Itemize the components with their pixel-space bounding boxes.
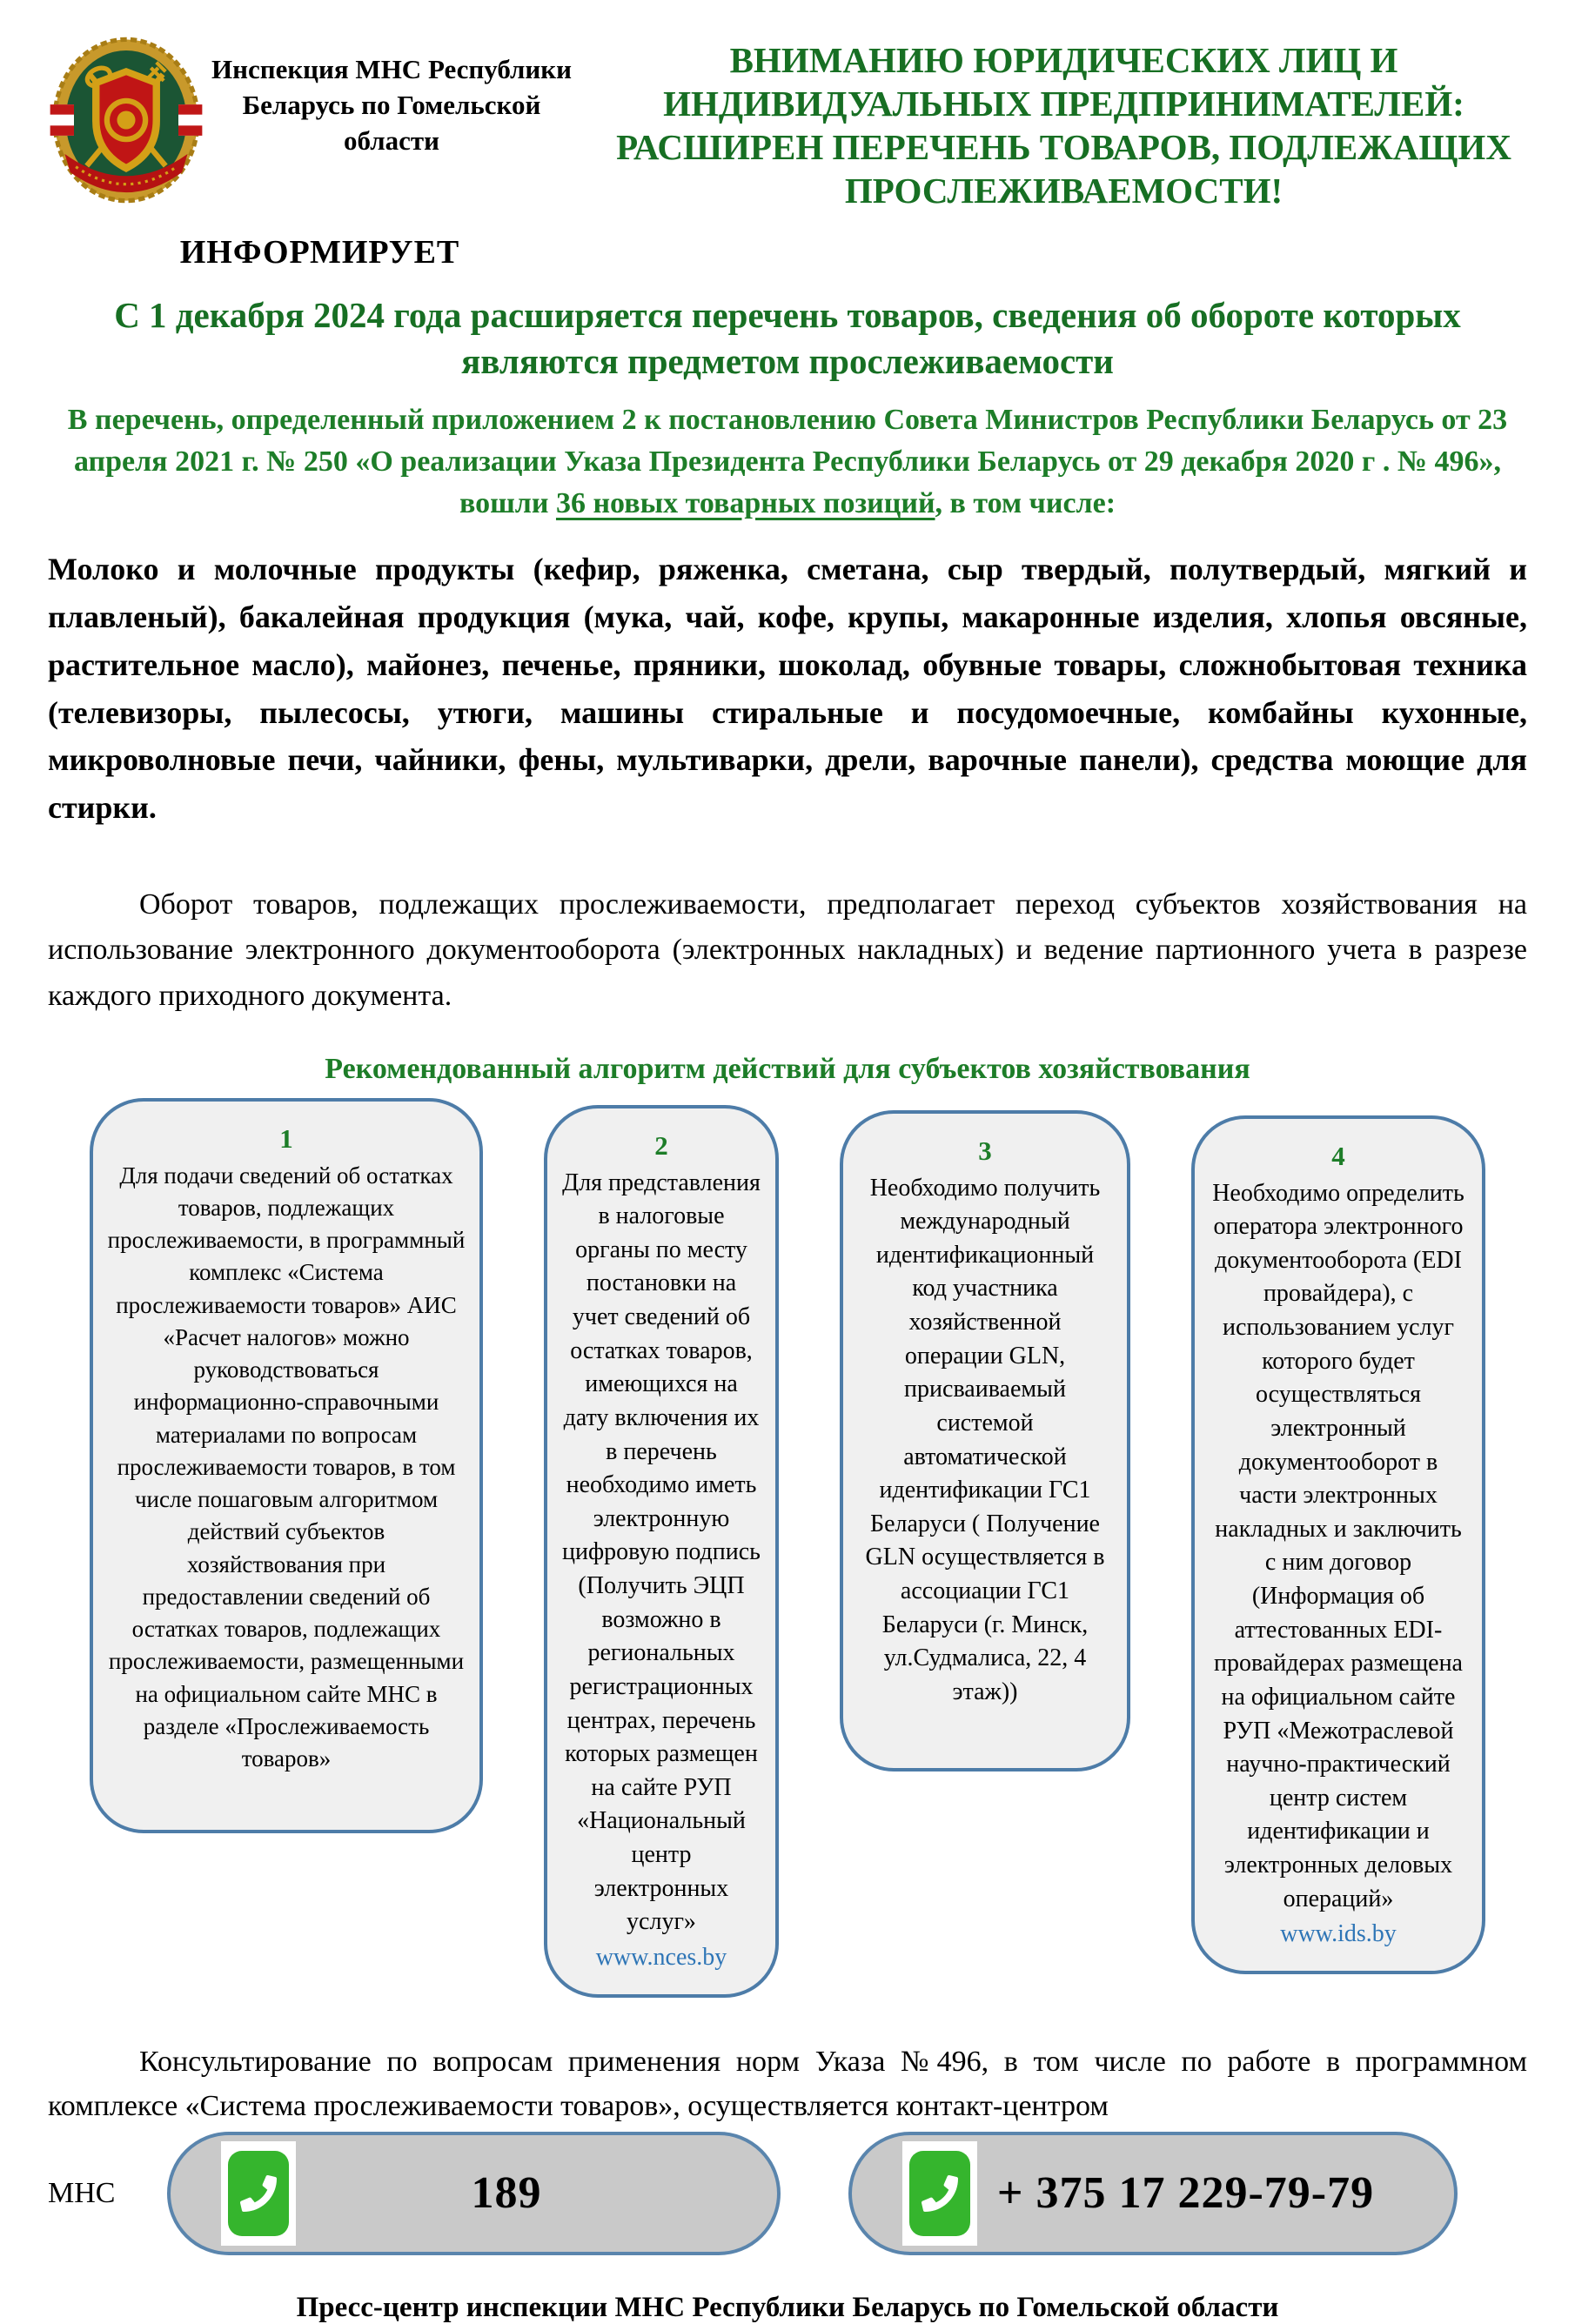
logo-row — [48, 33, 592, 207]
turnover-paragraph: Оборот товаров, подлежащих прослеживаемости, предполагает переход субъектов хозяйствования на использование электронного документооборота (электронных накладных) и ведение партионного учета в разрезе каждого приходного документа. — [48, 887, 1527, 1013]
intro-text-underlined: 36 новых товарных позиций — [555, 487, 935, 520]
step-number: 3 — [978, 1135, 992, 1166]
intro-text-before: В перечень, определенный приложением 2 к постановлению Совета Министров Республики Беларусь от 23 апреля 2021 г. № 250 «О реализации Указа Президента Республики Беларусь от 29 декабря 2020 г . № 496», вошли — [67, 403, 1508, 520]
phone-icon-frame — [902, 2141, 977, 2246]
step-text: Необходимо определить оператора электронного документооборота (EDI провайдера), с использованием услуг которого будет осуществляться электронный документооборот в части электронных накладных и заключить с ним договор (Информация об аттестованных EDI-провайдерах размещена на официальном сайте РУП «Межотраслевой научно-практический центр систем идентификации и электронных деловых операций» — [1212, 1179, 1464, 1912]
step-number: 1 — [279, 1122, 293, 1154]
step-number: 4 — [1331, 1140, 1345, 1171]
step-text: Для представления в налоговые органы по месту постановки на учет сведений об остатках товаров, имеющихся на дату включения их в перечень необходимо иметь электронную цифровую подпись (Получить ЭЦП возможно в региональных регистрационных центрах, перечень которых размещен на сайте РУП «Национальный центр электронных услуг» — [562, 1169, 761, 1936]
phone-icon-frame — [221, 2141, 296, 2246]
products-paragraph: Молоко и молочные продукты (кефир, ряженка, сметана, сыр твердый, полутвердый, мягкий и плавленый), бакалейная продукция (мука, чай, кофе, крупы, макаронные изделия, хлопья овсяные, растительное масло), майонез, печенье, пряники, шоколад, обувные товары, сложнобытовая техника (телевизоры, пылесосы, утюги, машины стиральные и посудомоечные, комбайны кухонные, микроволновые печи, чайники, фены, мультиварки, дрели, варочные панели), средства моющие для стирки. — [48, 552, 1527, 825]
step-text: Для подачи сведений об остатках товаров, подлежащих прослеживаемости, в программный комплекс «Система прослеживаемости товаров» АИС «Расчет налогов» можно руководствоваться информационно-справочными материалами по вопросам прослеживаемости товаров, в том числе пошаговым алгоритмом действий субъектов хозяйствования при предоставлении сведений об остатках товаров, подлежащих прослеживаемости, размещенными на официальном сайте МНС в разделе «Прослеживаемость товаров» — [107, 1162, 466, 1772]
intro-text-after: , в том числе: — [935, 487, 1116, 520]
phone-button-189[interactable] — [167, 2132, 781, 2255]
phone-number-full: + 375 17 229-79-79 — [996, 2168, 1375, 2219]
org-name: Инспекция МНС Республики Беларусь по Гомельской области — [211, 54, 573, 156]
header-left — [48, 33, 592, 271]
step-box-2 — [544, 1105, 779, 1998]
footer-text: Пресс-центр инспекции МНС Республики Беларусь по Гомельской области — [296, 2291, 1279, 2323]
step-number: 2 — [654, 1129, 668, 1161]
step-box-3 — [840, 1110, 1130, 1771]
mns-emblem-icon — [48, 33, 204, 207]
subtitle: С 1 декабря 2024 года расширяется перечень товаров, сведения об обороте которых являются предметом прослеживаемости — [114, 295, 1461, 382]
main-title: ВНИМАНИЮ ЮРИДИЧЕСКИХ ЛИЦ И ИНДИВИДУАЛЬНЫХ ПРЕДПРИНИМАТЕЛЕЙ: РАСШИРЕН ПЕРЕЧЕНЬ ТОВАРОВ, ПОДЛЕЖАЩИХ ПРОСЛЕЖИВАЕМОСТИ! — [616, 40, 1511, 211]
phone-number-short: 189 — [471, 2168, 542, 2219]
step-box-1 — [90, 1098, 483, 1833]
phone-icon — [228, 2151, 289, 2236]
algorithm-steps — [48, 1098, 1527, 1998]
intro-paragraph — [48, 399, 1527, 526]
consultation-paragraph: Консультирование по вопросам применения норм Указа №496, в том числе по работе в программном комплексе «Система прослеживаемости товаров», осуществляется контакт-центром — [48, 2045, 1527, 2122]
step-text: Необходимо получить международный идентификационный код участника хозяйственной операции GLN, присваиваемый системой автоматической идентификации ГС1 Беларуси ( Получение GLN осуществляется в ассоциации ГС1 Беларуси (г. Минск, ул.Судмалиса, 22, 4 этаж)) — [865, 1174, 1105, 1705]
step-box-4 — [1191, 1115, 1485, 1974]
phone-button-full[interactable] — [848, 2132, 1458, 2255]
ids-link[interactable]: www.ids.by — [1280, 1920, 1397, 1948]
consultation-tail: МНС — [48, 2176, 116, 2209]
informs-label: ИНФОРМИРУЕТ — [179, 234, 460, 271]
phones-row — [48, 2132, 1527, 2255]
header — [48, 33, 1527, 271]
algorithm-heading: Рекомендованный алгоритм действий для субъектов хозяйствования — [325, 1052, 1250, 1085]
header-right — [592, 33, 1527, 212]
phone-icon — [909, 2151, 970, 2236]
nces-link[interactable]: www.nces.by — [595, 1943, 727, 1971]
